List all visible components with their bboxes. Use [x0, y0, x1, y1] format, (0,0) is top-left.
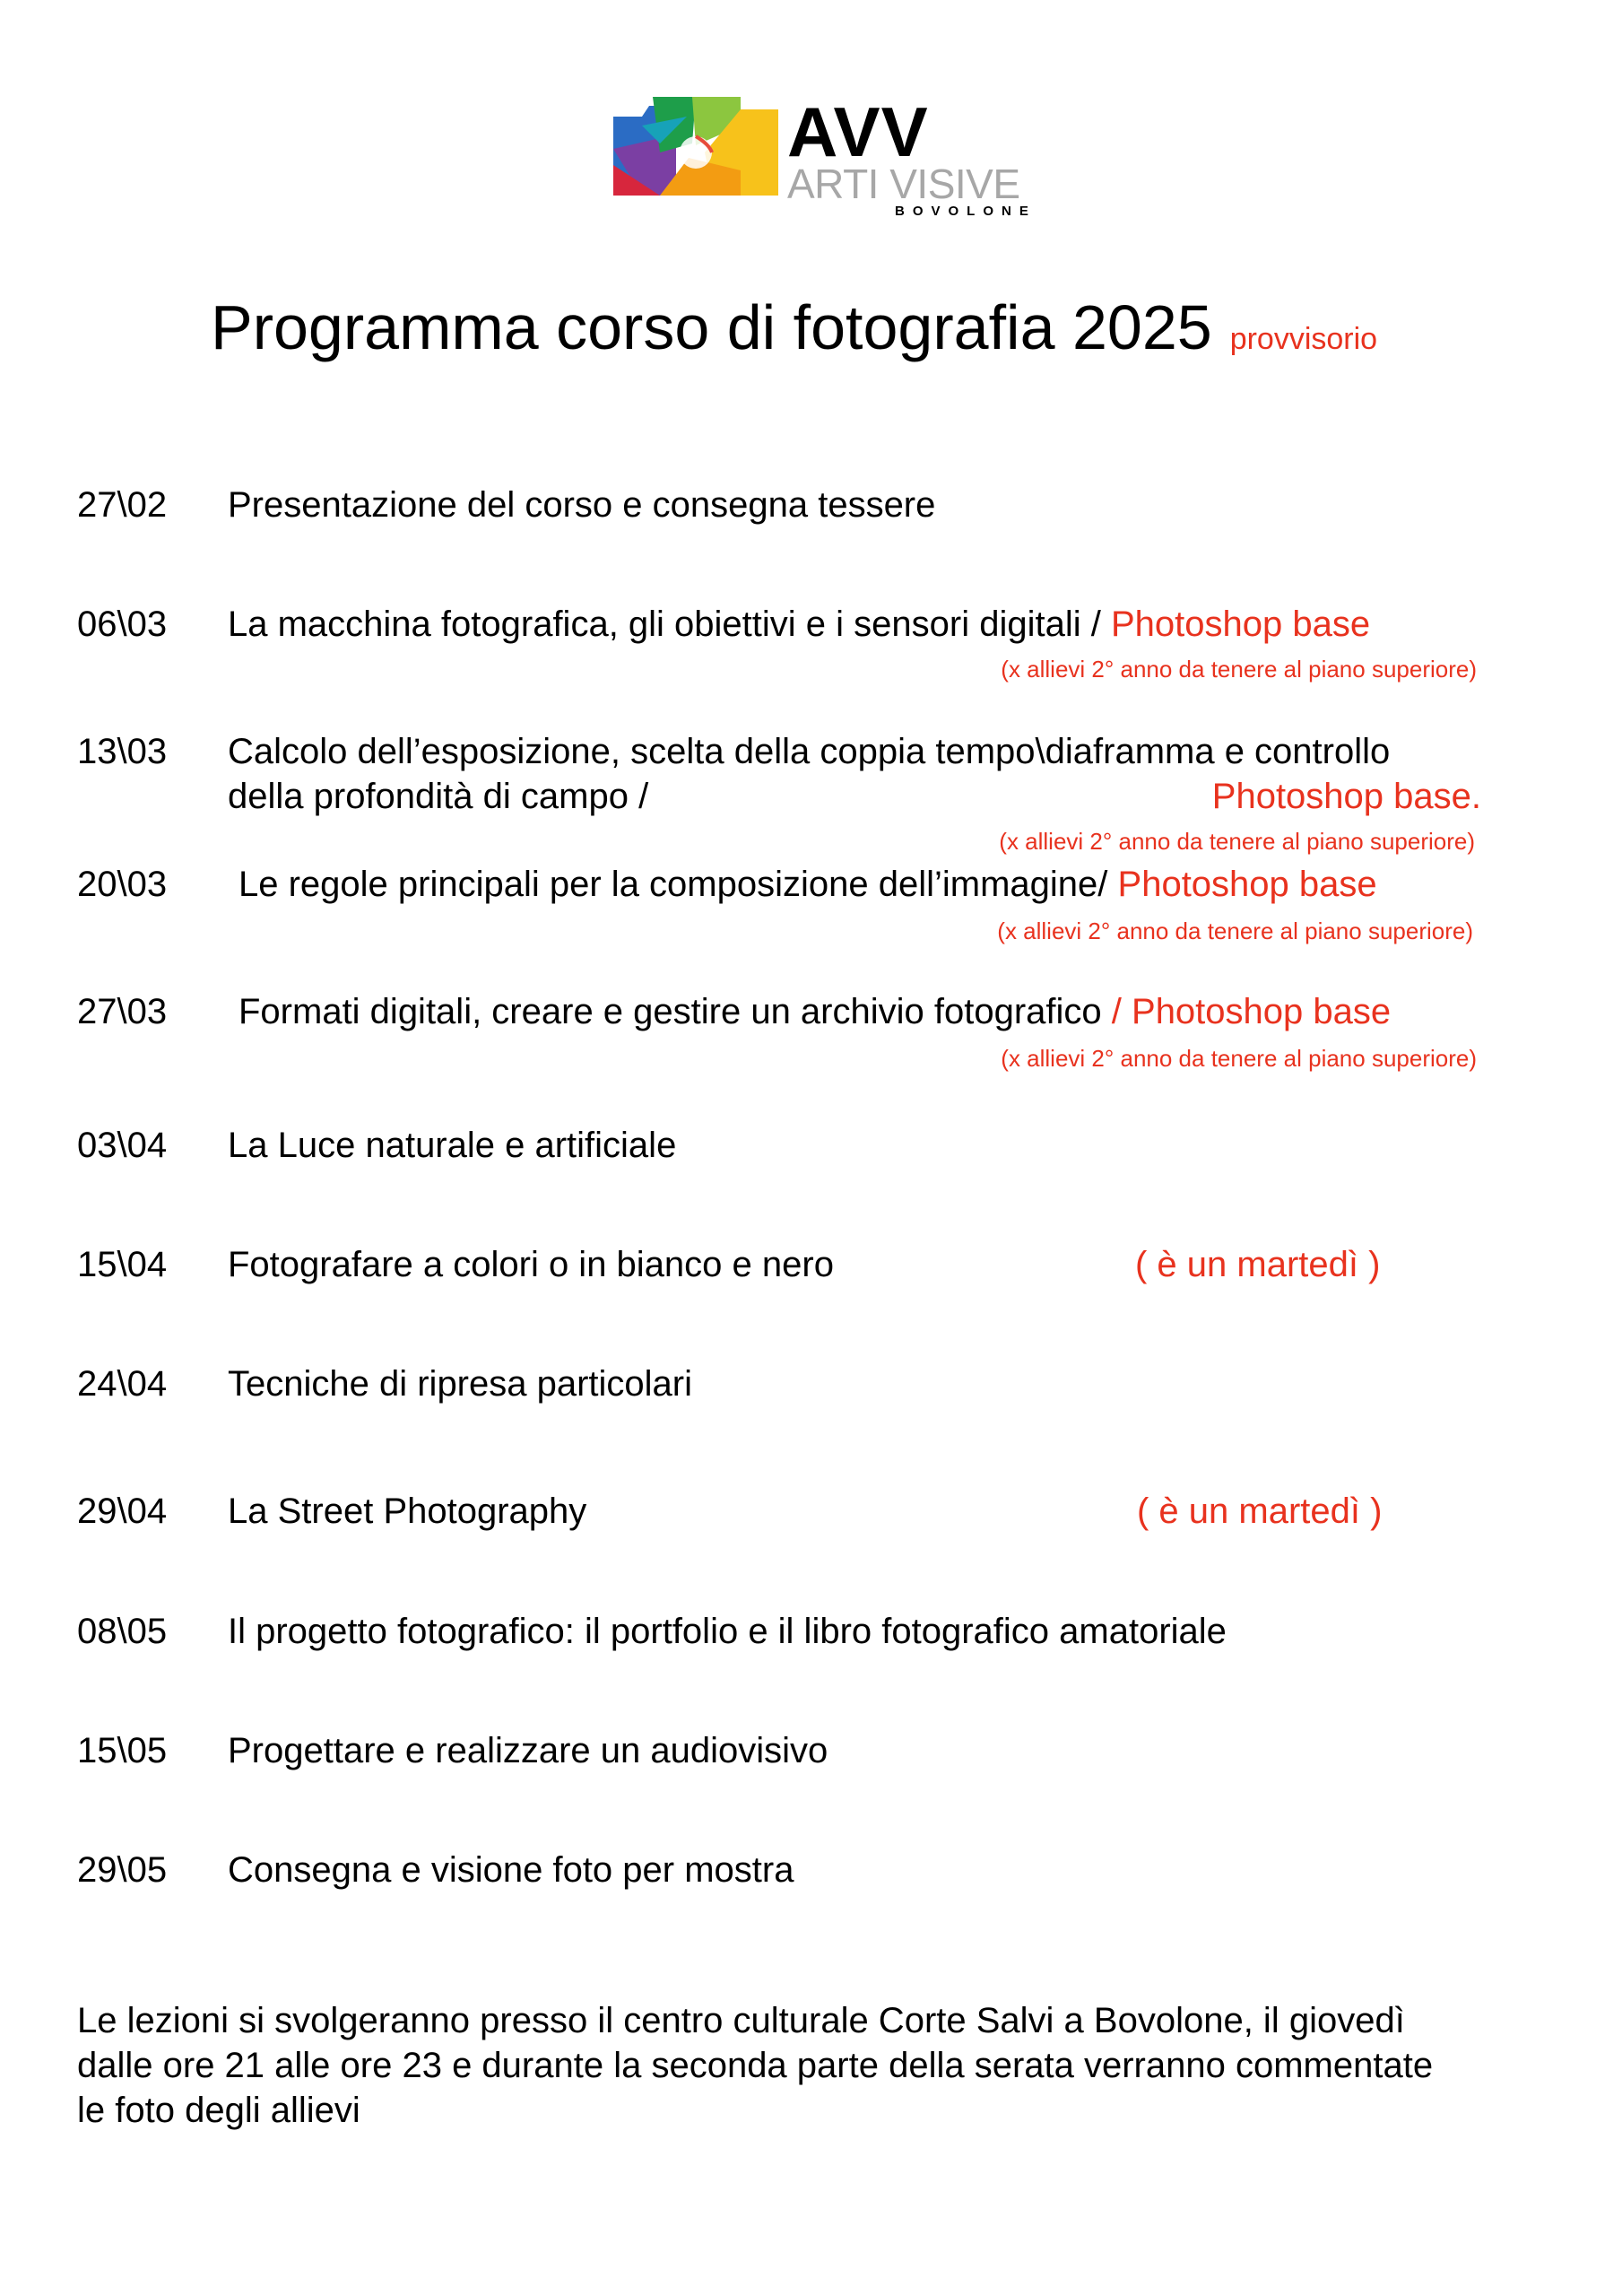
page-title [211, 292, 1378, 362]
row-note: (x allievi 2° anno da tenere al piano superiore) [999, 828, 1475, 855]
row-extra: / Photoshop base [1111, 992, 1392, 1031]
row-text: Consegna e visione foto per mostra [228, 1850, 794, 1890]
title-main: Programma corso di fotografia 2025 [211, 292, 1212, 362]
row-note: (x allievi 2° anno da tenere al piano superiore) [997, 918, 1473, 944]
row-text: Fotografare a colori o in bianco e nero [228, 1245, 834, 1284]
row-text-main: La macchina fotografica, gli obiettivi e i sensori digitali / [228, 604, 1111, 644]
row-date: 15\04 [77, 1245, 168, 1284]
logo-place: BOVOLONE [895, 204, 1037, 219]
row-text: La Street Photography [228, 1492, 587, 1531]
row-text: La Luce naturale e artificiale [228, 1126, 677, 1165]
row-date: 29\04 [77, 1492, 168, 1531]
footer-line: dalle ore 21 alle ore 23 e durante la seconda parte della serata verranno commentate [77, 2046, 1434, 2085]
row-text: Tecniche di ripresa particolari [228, 1364, 693, 1404]
row-date: 06\03 [77, 604, 168, 644]
avv-logo [606, 90, 1037, 224]
row-text: Il progetto fotografico: il portfolio e il libro fotografico amatoriale [228, 1612, 1227, 1651]
footer-paragraph [77, 1998, 1566, 2133]
row-text-line2: della profondità di campo / [228, 777, 649, 816]
row-extra: Photoshop base. [1211, 777, 1481, 816]
logo-subtitle: ARTI VISIVE [787, 161, 1020, 207]
row-note: (x allievi 2° anno da tenere al piano superiore) [1001, 656, 1477, 683]
row-tag: ( è un martedì ) [1135, 1245, 1381, 1284]
row-text [239, 989, 1391, 1034]
row-date: 27\03 [77, 992, 168, 1031]
row-date: 20\03 [77, 865, 168, 904]
row-extra: Photoshop base [1110, 604, 1371, 644]
footer-line: le foto degli allievi [77, 2091, 360, 2130]
row-text [239, 862, 1377, 907]
row-text [228, 602, 1370, 647]
footer-line: Le lezioni si svolgeranno presso il centro culturale Corte Salvi a Bovolone, il giovedì [77, 2001, 1405, 2040]
row-date: 27\02 [77, 485, 168, 525]
row-text-main: Le regole principali per la composizione dell’immagine/ [239, 865, 1118, 904]
row-tag: ( è un martedì ) [1137, 1492, 1383, 1531]
row-text: Calcolo dell’esposizione, scelta della coppia tempo\diaframma e controllo [228, 732, 1391, 771]
camera-aperture-logo-icon [606, 90, 785, 206]
row-date: 08\05 [77, 1612, 168, 1651]
row-note: (x allievi 2° anno da tenere al piano superiore) [1001, 1045, 1477, 1072]
row-date: 03\04 [77, 1126, 168, 1165]
row-date: 13\03 [77, 732, 168, 771]
row-date: 29\05 [77, 1850, 168, 1890]
row-text: Presentazione del corso e consegna tessere [228, 485, 936, 525]
row-date: 24\04 [77, 1364, 168, 1404]
row-text: Progettare e realizzare un audiovisivo [228, 1731, 828, 1770]
row-date: 15\05 [77, 1731, 168, 1770]
row-text-main: Formati digitali, creare e gestire un archivio fotografico [239, 992, 1112, 1031]
title-provisional: provvisorio [1229, 322, 1378, 356]
row-extra: Photoshop base [1117, 865, 1377, 904]
logo-name: AVV [787, 92, 929, 171]
